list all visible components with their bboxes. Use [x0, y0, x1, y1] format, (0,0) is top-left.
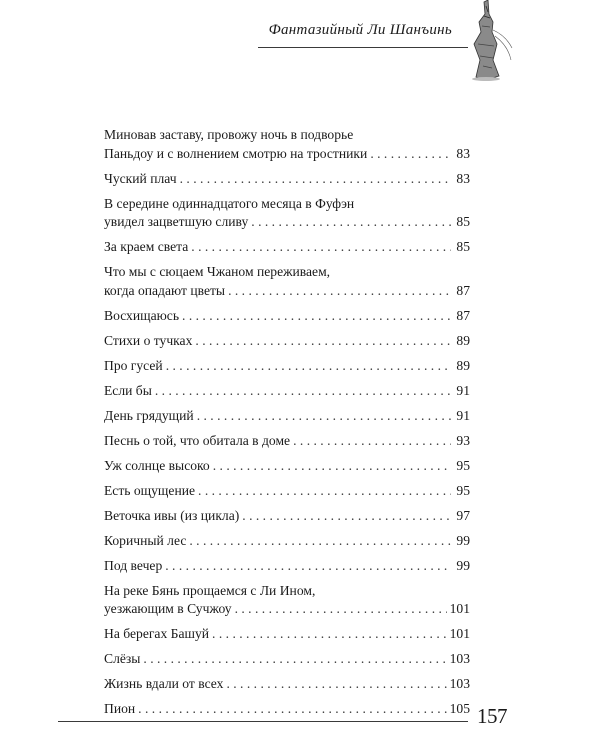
toc-entry — [104, 307, 470, 326]
toc-entry — [104, 126, 470, 163]
toc-entry-page: 89 — [456, 332, 470, 348]
toc-entry-page: 89 — [456, 357, 470, 373]
toc-entry-title: Паньдоу и с волнением смотрю на тростники — [104, 145, 368, 161]
toc-entry-page: 105 — [449, 701, 470, 716]
toc-entry-page: 85 — [456, 214, 470, 229]
toc-entry — [104, 170, 470, 189]
toc-entry-title: Про гусей — [104, 357, 163, 373]
toc-entry-page: 97 — [456, 507, 470, 523]
toc-entry — [104, 507, 470, 526]
toc-entry-line — [104, 700, 470, 719]
toc-entry-line — [104, 582, 470, 601]
table-of-contents — [104, 126, 470, 725]
toc-entry-line — [104, 282, 470, 301]
toc-entry-line — [104, 457, 470, 476]
toc-entry-title: Есть ощущение — [104, 482, 196, 498]
toc-entry — [104, 238, 470, 257]
toc-entry-line — [104, 195, 470, 214]
toc-entry-title: Восхищаюсь — [104, 307, 180, 323]
toc-entry — [104, 650, 470, 669]
toc-entry-page: 83 — [456, 170, 470, 186]
toc-entry-title: Коричный лес — [104, 532, 187, 548]
toc-entry-page: 99 — [456, 557, 470, 573]
dot-leader — [191, 238, 451, 257]
toc-entry — [104, 482, 470, 501]
toc-entry-title: В середине одиннадцатого месяца в Фуфэн — [104, 195, 355, 211]
toc-entry-line — [104, 170, 470, 189]
dot-leader — [212, 625, 447, 644]
dot-leader — [293, 432, 451, 451]
toc-entry-title: Слёзы — [104, 651, 141, 666]
dot-leader — [251, 213, 451, 232]
toc-entry-line — [104, 307, 470, 326]
toc-entry-title: когда опадают цветы — [104, 282, 226, 298]
toc-entry-line — [104, 650, 470, 669]
toc-entry-line — [104, 675, 470, 694]
toc-entry — [104, 457, 470, 476]
toc-entry-page: 85 — [456, 239, 470, 254]
toc-entry-line — [104, 263, 470, 282]
toc-entry — [104, 407, 470, 426]
toc-entry-line — [104, 382, 470, 401]
toc-entry — [104, 382, 470, 401]
toc-entry-page: 103 — [449, 676, 470, 691]
toc-entry-page: 101 — [449, 601, 470, 616]
toc-entry-title: Веточка ивы (из цикла) — [104, 507, 240, 523]
dot-leader — [180, 170, 451, 189]
toc-entry-page: 95 — [456, 457, 470, 473]
toc-entry-line — [104, 238, 470, 257]
toc-entry — [104, 700, 470, 719]
dot-leader — [143, 650, 446, 669]
toc-entry-title: уезжающим в Сучжоу — [104, 601, 232, 616]
toc-entry-page: 91 — [456, 382, 470, 398]
toc-entry-title: Жизнь вдали от всех — [104, 676, 224, 691]
dot-leader — [165, 557, 451, 576]
toc-entry-line — [104, 145, 470, 164]
dot-leader — [235, 600, 447, 619]
toc-entry-title: Уж солнце высоко — [104, 457, 210, 473]
dot-leader — [370, 145, 451, 164]
toc-entry-title: Пион — [104, 701, 136, 716]
toc-entry-line — [104, 213, 470, 232]
toc-entry — [104, 625, 470, 644]
dot-leader — [198, 482, 451, 501]
toc-entry-line — [104, 482, 470, 501]
toc-entry — [104, 263, 470, 300]
dot-leader — [226, 675, 446, 694]
toc-entry — [104, 557, 470, 576]
toc-entry-title: увидел зацветшую сливу — [104, 214, 249, 229]
figure-ornament-icon — [462, 0, 522, 82]
toc-entry-title: Чуский плач — [104, 170, 177, 186]
toc-entry — [104, 195, 470, 232]
toc-entry-title: Если бы — [104, 382, 152, 398]
dot-leader — [197, 407, 451, 426]
toc-entry-line — [104, 532, 470, 551]
toc-entry-title: Стихи о тучках — [104, 332, 193, 348]
toc-entry — [104, 582, 470, 619]
toc-entry-title: Песнь о той, что обитала в доме — [104, 432, 291, 448]
dot-leader — [213, 457, 451, 476]
toc-entry-page: 93 — [456, 432, 470, 448]
toc-entry-line — [104, 600, 470, 619]
toc-entry — [104, 332, 470, 351]
toc-entry-page: 87 — [456, 307, 470, 323]
footer-rule — [58, 721, 468, 722]
toc-entry-title: Что мы с сюцаем Чжаном переживаем, — [104, 264, 331, 279]
toc-entry-line — [104, 432, 470, 451]
toc-entry-page: 91 — [456, 407, 470, 423]
dot-leader — [182, 307, 451, 326]
toc-entry-line — [104, 507, 470, 526]
toc-entry-line — [104, 557, 470, 576]
dot-leader — [155, 382, 451, 401]
dot-leader — [189, 532, 451, 551]
toc-entry-page: 83 — [456, 145, 470, 161]
running-header-title: Фантазийный Ли Шанъинь — [268, 22, 452, 38]
toc-entry-title: Миновав заставу, провожу ночь в подворье — [104, 127, 354, 142]
toc-entry-page: 95 — [456, 482, 470, 498]
toc-entry-line — [104, 357, 470, 376]
toc-entry-page: 99 — [456, 532, 470, 548]
dot-leader — [195, 332, 451, 351]
toc-entry — [104, 357, 470, 376]
toc-entry-title: За краем света — [104, 239, 189, 254]
toc-entry-line — [104, 332, 470, 351]
page-number: 157 — [477, 704, 507, 728]
toc-entry — [104, 675, 470, 694]
dot-leader — [138, 700, 446, 719]
toc-entry-line — [104, 126, 470, 145]
toc-entry-title: Под вечер — [104, 557, 163, 573]
header-rule — [258, 47, 468, 48]
toc-entry-title: На реке Бянь прощаемся с Ли Ином, — [104, 582, 316, 598]
dot-leader — [242, 507, 451, 526]
toc-entry-line — [104, 625, 470, 644]
toc-entry — [104, 432, 470, 451]
toc-entry-page: 103 — [449, 651, 470, 666]
dot-leader — [166, 357, 451, 376]
toc-entry-page: 101 — [449, 626, 470, 641]
toc-entry — [104, 532, 470, 551]
toc-entry-title: День грядущий — [104, 407, 194, 423]
toc-entry-line — [104, 407, 470, 426]
toc-entry-page: 87 — [456, 282, 470, 298]
dot-leader — [228, 282, 451, 301]
toc-entry-title: На берегах Башуй — [104, 626, 210, 641]
